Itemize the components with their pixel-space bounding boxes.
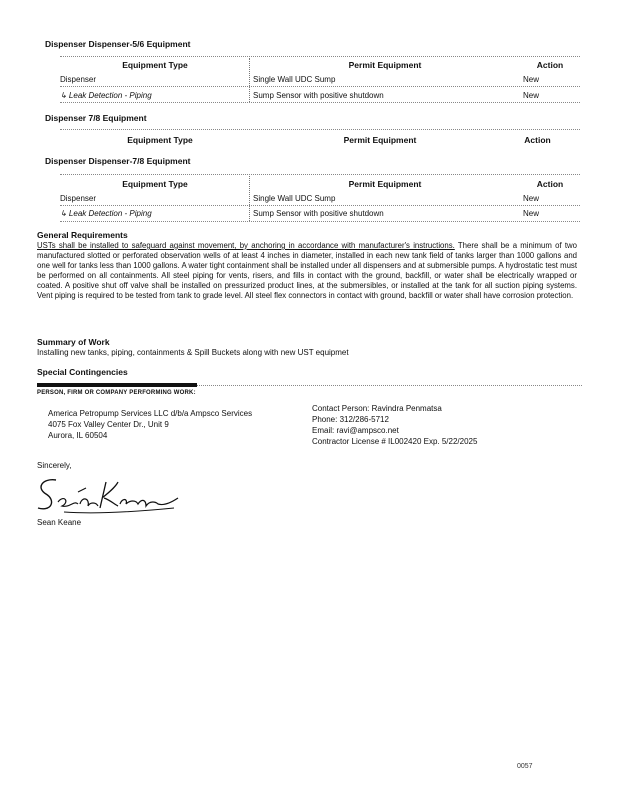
row-permit: Single Wall UDC Sump [253, 194, 336, 203]
salutation: Sincerely, [37, 461, 72, 470]
contractor-license: Contractor License # IL002420 Exp. 5/22/2025 [312, 437, 478, 446]
row-action: New [523, 75, 540, 84]
address-line-1: 4075 Fox Valley Center Dr., Unit 9 [48, 420, 169, 429]
email: Email: ravi@ampsco.net [312, 426, 399, 435]
general-requirements-title: General Requirements [37, 230, 128, 240]
row-permit: Single Wall UDC Sump [253, 75, 336, 84]
row-type: Dispenser [60, 194, 97, 203]
column-divider [249, 176, 250, 221]
header-permit-equipment: Permit Equipment [343, 135, 417, 145]
contingencies-title: Special Contingencies [37, 367, 128, 377]
divider [197, 385, 582, 386]
general-requirements-text [37, 241, 577, 300]
row-permit: Sump Sensor with positive shutdown [253, 91, 384, 100]
divider [60, 56, 580, 57]
company-name: America Petropump Services LLC d/b/a Ampsco Services [48, 409, 253, 418]
row-type: ↳ Leak Detection - Piping [60, 209, 152, 218]
signature-image [34, 472, 184, 520]
address-line-2: Aurora, IL 60504 [48, 431, 108, 440]
phone: Phone: 312/286-5712 [312, 415, 389, 424]
divider [60, 86, 580, 87]
header-action: Action [536, 60, 564, 70]
header-action: Action [536, 179, 564, 189]
row-action: New [523, 194, 540, 203]
requirements-body: There shall be a minimum of two manufactured slotted or perforated observation wells of at least 4 inches in diameter, installed in each new tank field of tanks larger than 1000 gallons and one well for tanks less than 1000 gallons. A water tight containment shall be installed under all dispensers and at submersible pumps. A hydrostatic test must be performed on all containments. All steel piping for vents, risers, and fills in contact with the ground, backfill, or water shall be electrically wrapped or coated. A positive shut off valve shall be installed on pressurized product lines, at the submersibles, or installed at the tank for all suction piping systems. Vent piping is required to be tested from tank to grade level. All steel flex connectors in contact with ground, backfill or water shall have corrosion protection. [37, 241, 577, 300]
anchoring-requirement: USTs shall be installed to safeguard against movement, by anchoring in accordance with manufacturer's instructions. [37, 241, 455, 250]
divider [60, 205, 580, 206]
header-equipment-type: Equipment Type [122, 179, 188, 189]
row-action: New [523, 91, 540, 100]
page-number: 0057 [517, 763, 533, 770]
divider [60, 129, 580, 130]
header-equipment-type: Equipment Type [122, 60, 188, 70]
column-divider [249, 58, 250, 102]
section-title-dispenser-7-8: Dispenser Dispenser-7/8 Equipment [45, 156, 191, 166]
row-action: New [523, 209, 540, 218]
header-permit-equipment: Permit Equipment [348, 179, 422, 189]
signer-name: Sean Keane [37, 518, 82, 527]
summary-title: Summary of Work [37, 337, 110, 347]
contact-person: Contact Person: Ravindra Penmatsa [312, 404, 442, 413]
divider [60, 221, 580, 222]
summary-text: Installing new tanks, piping, containments & Spill Buckets along with new UST equipmet [37, 348, 349, 357]
header-permit-equipment: Permit Equipment [348, 60, 422, 70]
header-equipment-type: Equipment Type [127, 135, 193, 145]
section-title-5-6: Dispenser Dispenser-5/6 Equipment [45, 39, 191, 49]
row-type: ↳ Leak Detection - Piping [60, 91, 152, 100]
performer-label: PERSON, FIRM OR COMPANY PERFORMING WORK: [37, 390, 196, 396]
redaction-bar [37, 383, 197, 387]
divider [60, 102, 580, 103]
section-title-7-8: Dispenser 7/8 Equipment [45, 113, 147, 123]
header-action: Action [524, 135, 551, 145]
divider [60, 174, 580, 175]
row-type: Dispenser [60, 75, 97, 84]
row-permit: Sump Sensor with positive shutdown [253, 209, 384, 218]
